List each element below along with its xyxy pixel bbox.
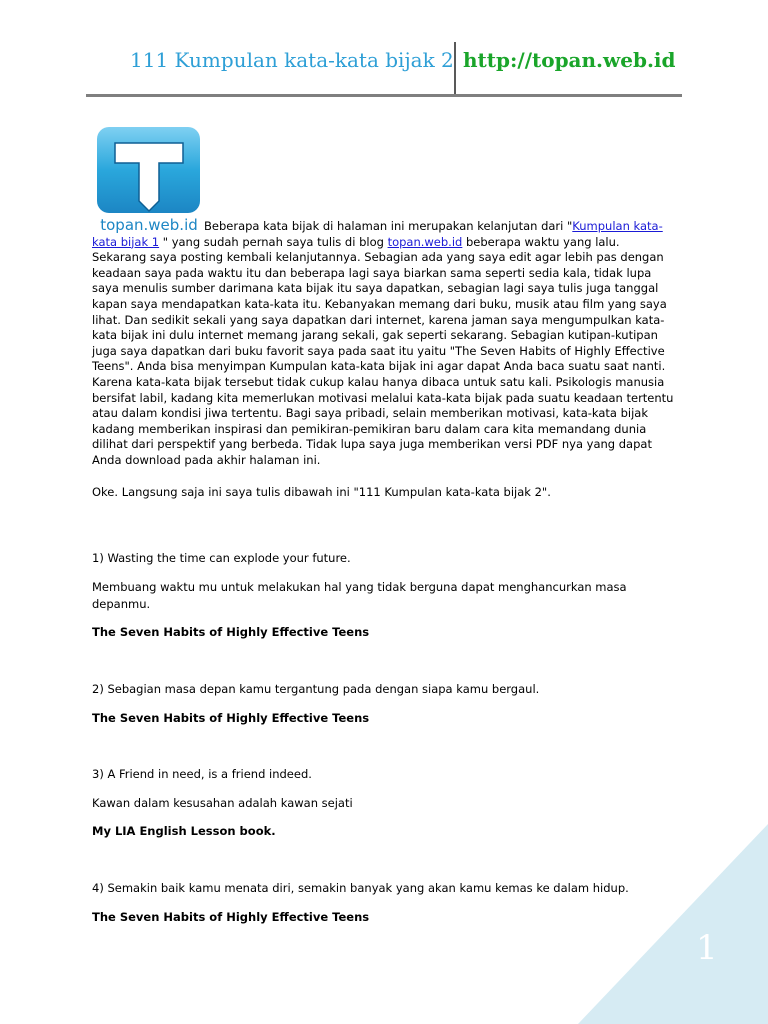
header-vertical-divider: [454, 42, 456, 94]
quote-1-translation: Membuang waktu mu untuk melakukan hal yang tidak berguna dapat menghancurkan masa depanmu.: [92, 580, 627, 611]
page-number: 1: [696, 928, 718, 968]
intro-section: [92, 219, 676, 500]
page-header: [0, 0, 768, 100]
quote-1-text: 1) Wasting the time can explode your future.: [92, 551, 351, 565]
corner-decoration: [578, 824, 768, 1024]
document-title: 111 Kumpulan kata-kata bijak 2: [130, 48, 454, 72]
link-kumpulan-1[interactable]: Kumpulan kata-kata bijak 1: [92, 219, 663, 249]
intro-paragraph: Beberapa kata bijak di halaman ini merupakan kelanjutan dari "Kumpulan kata-kata bijak 1 " yang sudah pernah saya tulis di blog topan.web.id beberapa waktu yang lalu. Sekarang saya posting kembali kelanjutannya. Sebagian ada yang saya edit agar lebih pas dengan keadaan saya pada waktu itu dan beberapa lagi saya biarkan sama seperti sedia kala, tidak lupa saya menulis sumber darimana kata bijak itu saya dapatkan, sebagian lagi saya tulis juga tanggal kapan saya mendapatkan kata-kata itu. Kebanyakan memang dari buku, musik atau film yang saya lihat. Dan sedikit sekali yang saya dapatkan dari internet, karena jaman saya mengumpulkan kata-kata bijak ini dulu internet memang jarang sekali, gak seperti sekarang. Sebagian kutipan-kutipan juga saya dapatkan dari buku favorit saya pada saat itu yaitu "The Seven Habits of Highly Effective Teens". Anda bisa menyimpan Kumpulan kata-kata bijak ini agar dapat Anda baca suatu saat nanti. Karena kata-kata bijak tersebut tidak cukup kalau hanya dibaca untuk satu kali. Psikologis manusia bersifat labil, kadang kita memerlukan motivasi melalui kata-kata bijak pada suatu keadaan tertentu atau dalam kondisi jiwa tertentu. Bagi saya pribadi, selain memberikan motivasi, kata-kata bijak kadang memberikan inspirasi dan pemikiran-pemikiran baru dalam cara kita memandang dunia dilihat dari perspektif yang berbeda. Tidak lupa saya juga memberikan versi PDF nya yang dapat Anda download pada akhir halaman ini.: [92, 219, 674, 467]
header-url: http://topan.web.id: [463, 48, 676, 72]
quote-3-source: My LIA English Lesson book.: [92, 824, 276, 838]
quote-2-source: The Seven Habits of Highly Effective Teens: [92, 711, 370, 725]
link-topan-web-id[interactable]: topan.web.id: [387, 234, 463, 249]
quote-4-source: The Seven Habits of Highly Effective Teens: [92, 910, 370, 924]
quote-1-source: The Seven Habits of Highly Effective Teens: [92, 625, 370, 639]
logo-caption: topan.web.id: [100, 216, 198, 234]
quote-4-text: 4) Semakin baik kamu menata diri, semakin banyak yang akan kamu kemas ke dalam hidup.: [92, 881, 629, 895]
quote-3-text: 3) A Friend in need, is a friend indeed.: [92, 767, 312, 781]
quote-2-text: 2) Sebagian masa depan kamu tergantung pada dengan siapa kamu bergaul.: [92, 682, 540, 696]
intro-paragraph-2: Oke. Langsung saja ini saya tulis dibawah ini "111 Kumpulan kata-kata bijak 2".: [92, 484, 551, 499]
quote-3-translation: Kawan dalam kesusahan adalah kawan sejati: [92, 796, 353, 810]
header-horizontal-rule: [86, 94, 682, 97]
